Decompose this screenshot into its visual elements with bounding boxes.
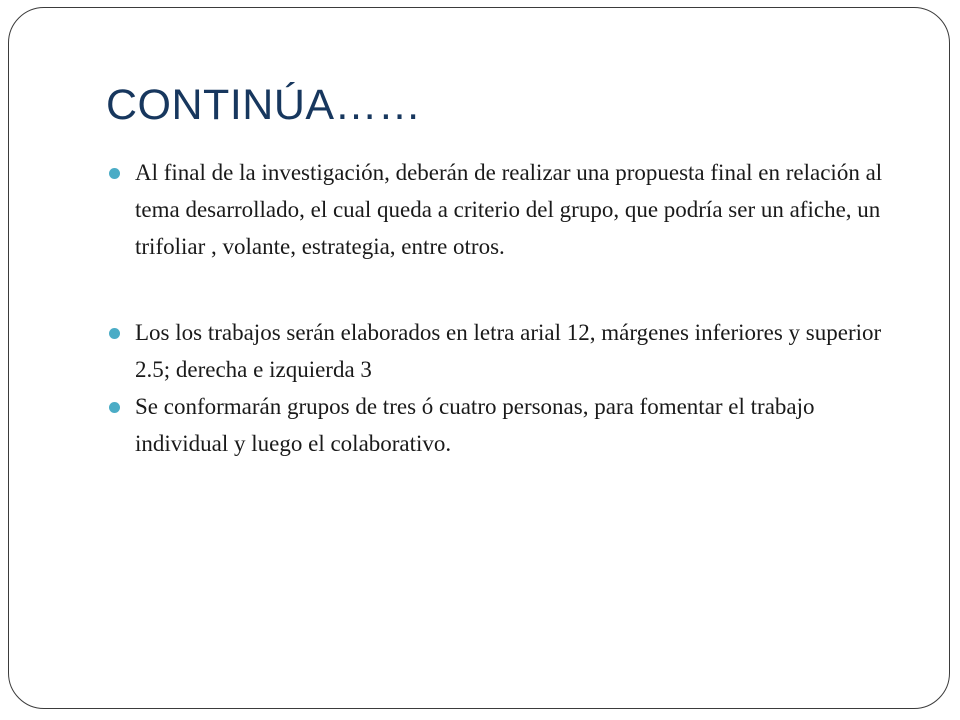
- bullet-dot-icon: [109, 402, 120, 413]
- bullet-item-final-proposal: [108, 155, 898, 265]
- bullet-text: Al final de la investigación, deberán de realizar una propuesta final en relación al tema desarrollado, el cual queda a criterio del grupo, que podría ser un afiche, un trifoliar , volante, estrategia, entre otros.: [135, 160, 883, 259]
- slide-title: CONTINÚA……: [106, 81, 422, 129]
- bullet-item-format: [108, 315, 898, 389]
- bullet-item-groups: [108, 389, 898, 463]
- bullet-list: [108, 155, 898, 463]
- bullet-dot-icon: [109, 328, 120, 339]
- bullet-dot-icon: [109, 168, 120, 179]
- bullet-text: Se conformarán grupos de tres ó cuatro personas, para fomentar el trabajo individual y luego el colaborativo.: [135, 393, 815, 456]
- bullet-text: Los los trabajos serán elaborados en letra arial 12, márgenes inferiores y superior 2.5; derecha e izquierda 3: [135, 320, 882, 383]
